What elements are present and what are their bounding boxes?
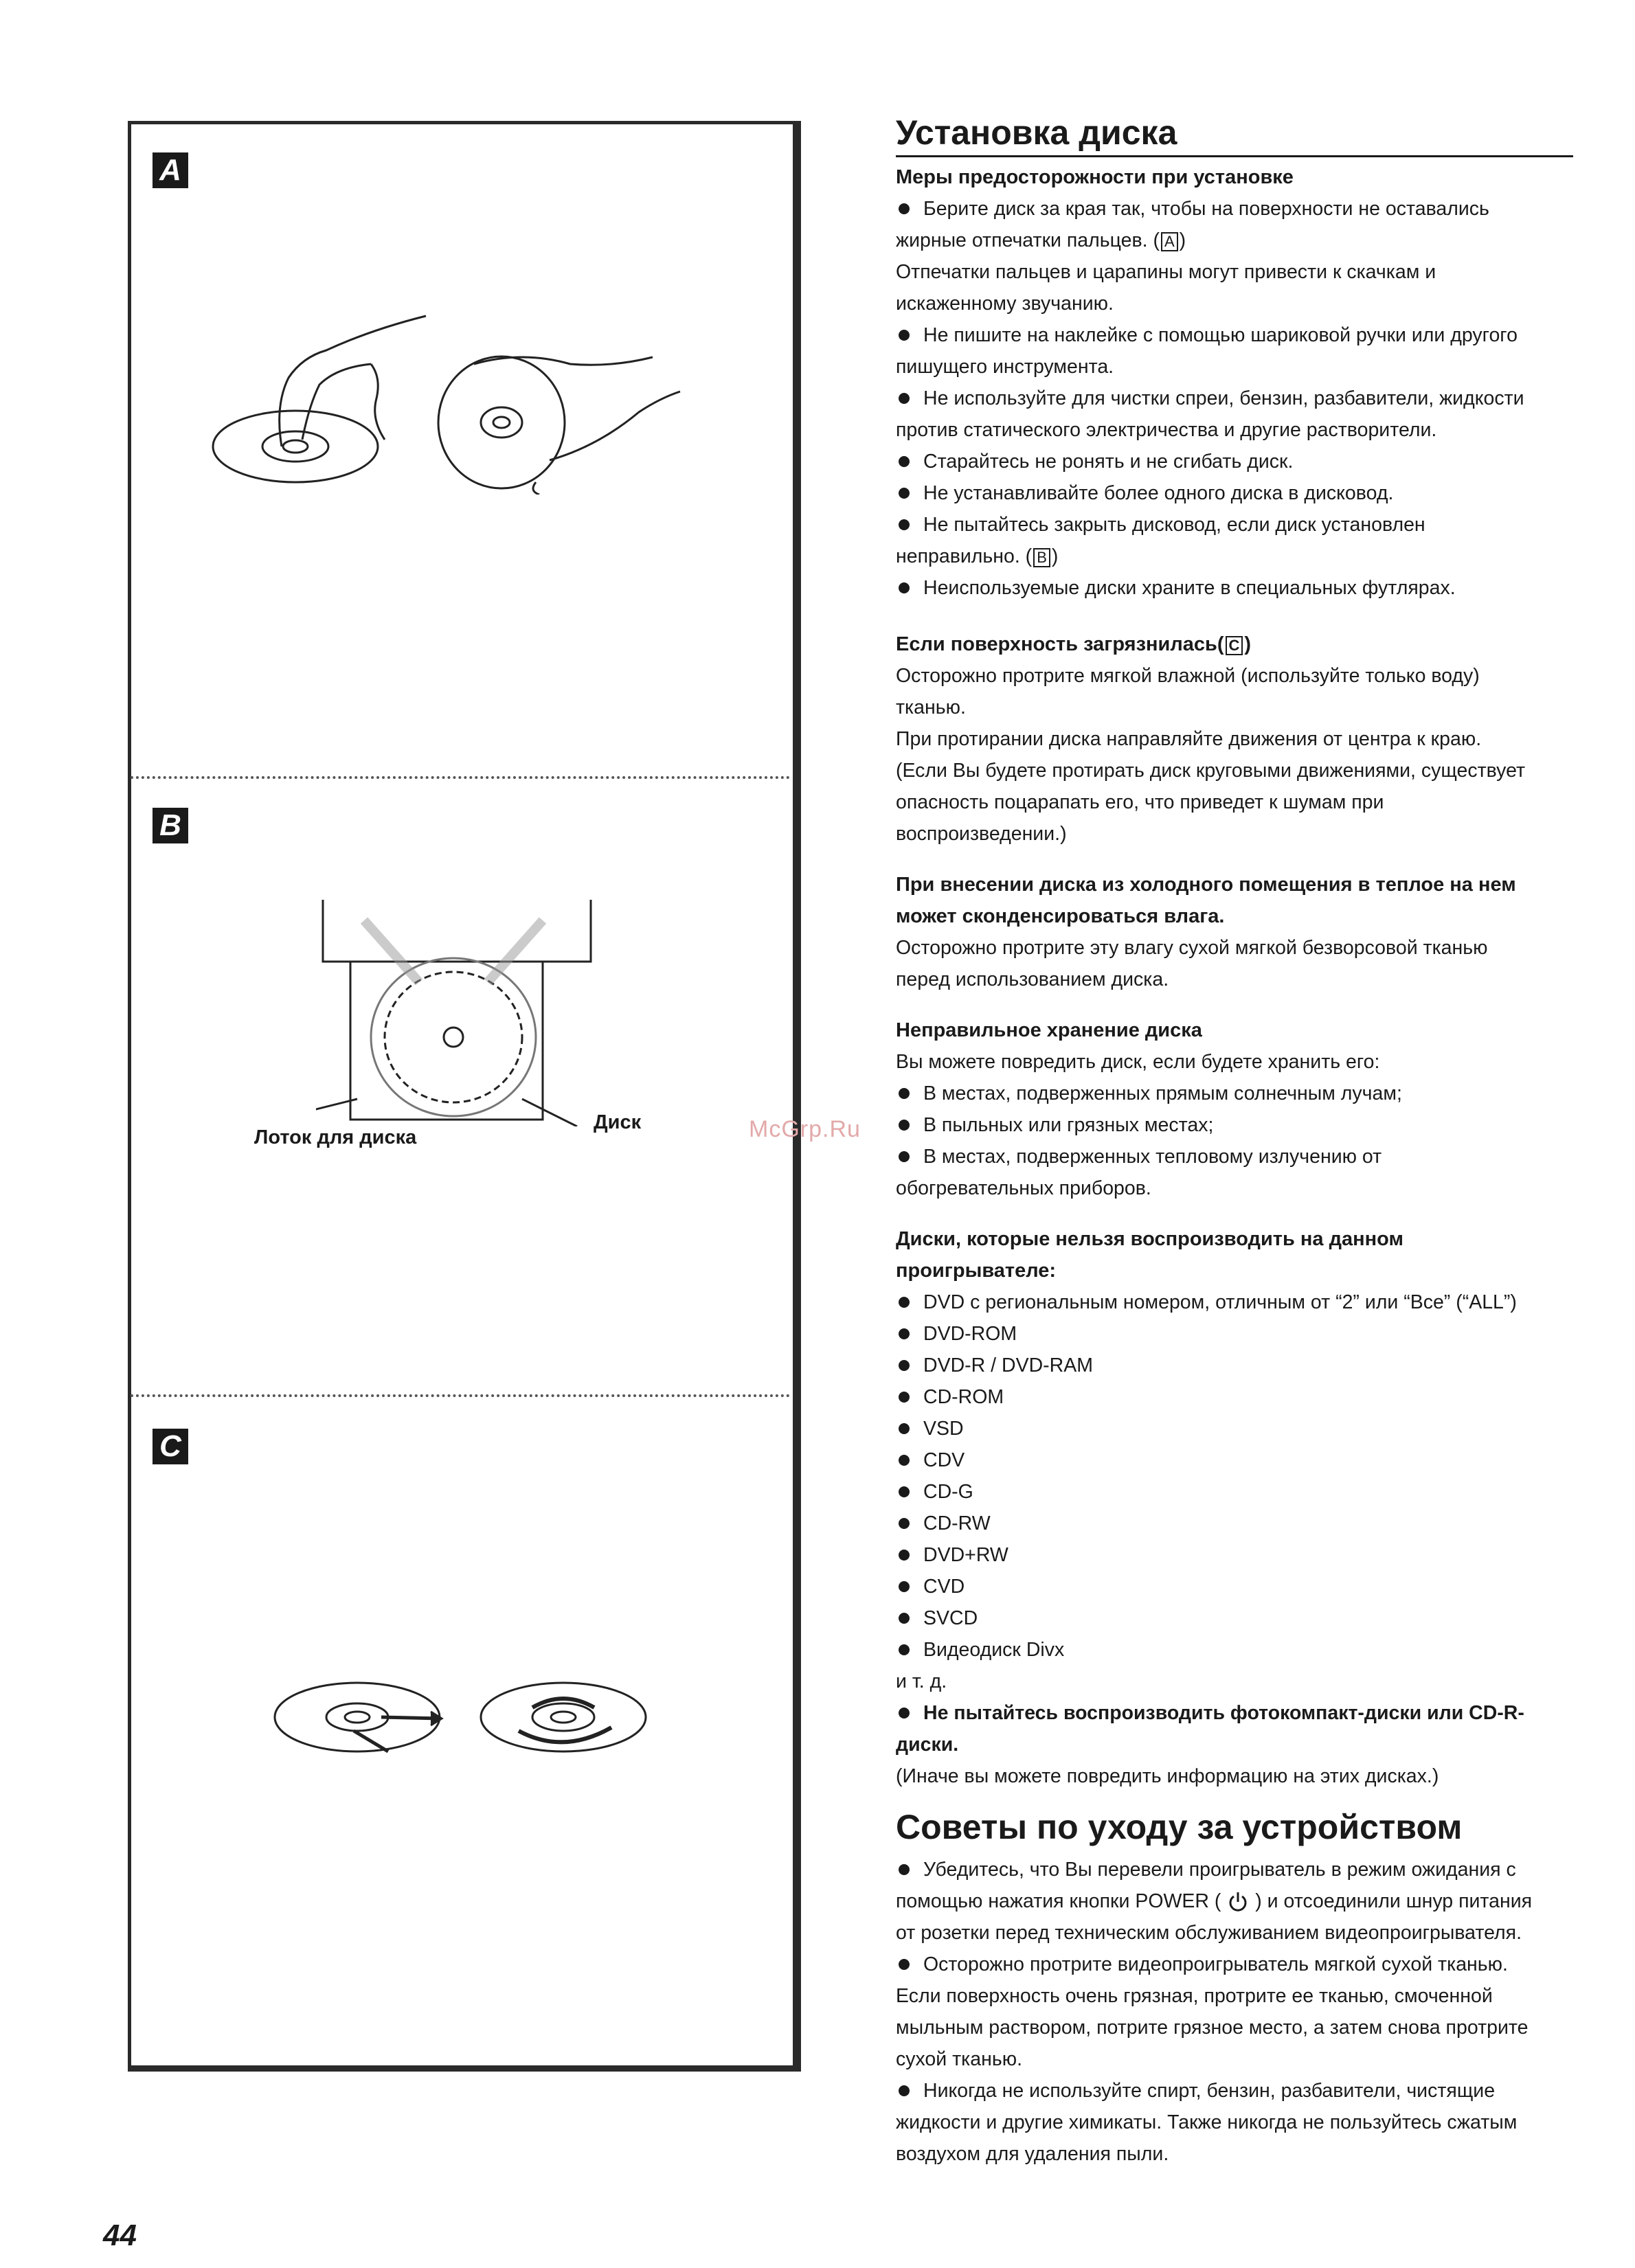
list-item: Никогда не используйте спирт, бензин, разбавители, чистящие	[896, 2075, 1583, 2107]
disc-tray-illustration	[316, 893, 605, 1126]
list-item: CVD	[896, 1571, 1583, 1602]
care-title: Советы по уходу за устройством	[896, 1808, 1463, 1846]
power-icon	[1226, 1890, 1250, 1914]
paragraph: опасность поцарапать его, что приведет к шумам при	[896, 791, 1384, 813]
paragraph: неправильно. ( B )	[896, 545, 1059, 567]
list-item: Видеодиск Divx	[896, 1634, 1583, 1666]
list-item: Не используйте для чистки спреи, бензин, разбавители, жидкости	[896, 383, 1583, 414]
paragraph: жирные отпечатки пальцев. ( A )	[896, 229, 1186, 251]
list-item: VSD	[896, 1413, 1583, 1444]
warning-item: Не пытайтесь воспроизводить фотокомпакт-диски или CD-R-	[896, 1697, 1583, 1729]
disc-handling-illustration	[199, 302, 721, 495]
paragraph: мыльным раствором, потрите грязное место, а затем снова протрите	[896, 2017, 1529, 2039]
cold-heading: может сконденсироваться влага.	[896, 905, 1225, 927]
list-item: CD-G	[896, 1476, 1583, 1508]
paragraph: сухой тканью.	[896, 2048, 1022, 2070]
paragraph: тканью.	[896, 696, 966, 718]
paragraph: При протирании диска направляйте движения от центра к краю.	[896, 728, 1482, 750]
unplayable-heading: Диски, которые нельзя воспроизводить на данном	[896, 1228, 1403, 1250]
paragraph: Осторожно протрите эту влагу сухой мягкой безворсовой тканью	[896, 937, 1488, 959]
paragraph: перед использованием диска.	[896, 968, 1169, 990]
disc-label: Диск	[594, 1111, 642, 1133]
list-item: Старайтесь не ронять и не сгибать диск.	[896, 446, 1583, 477]
list-item: Осторожно протрите видеопроигрыватель мягкой сухой тканью.	[896, 1949, 1583, 1980]
paragraph: (Иначе вы можете повредить информацию на этих дисках.)	[896, 1765, 1439, 1787]
page-number: 44	[103, 2219, 137, 2252]
paragraph: против статического электричества и другие растворители.	[896, 419, 1437, 441]
dirty-heading: Если поверхность загрязнилась( C )	[896, 633, 1252, 655]
figure-ref: B	[1033, 548, 1050, 567]
cold-heading: При внесении диска из холодного помещения в теплое на нем	[896, 874, 1516, 896]
figure-ref: A	[1161, 232, 1178, 251]
paragraph: пишущего инструмента.	[896, 356, 1114, 378]
section-divider	[131, 1394, 790, 1397]
paragraph: Вы можете повредить диск, если будете хранить его:	[896, 1051, 1380, 1073]
list-item: SVCD	[896, 1602, 1583, 1634]
list-item: CDV	[896, 1444, 1583, 1476]
unplayable-list	[896, 1286, 1583, 1666]
figure-ref: C	[1226, 636, 1243, 655]
paragraph: (Если Вы будете протирать диск круговыми движениями, существует	[896, 760, 1526, 782]
paragraph: жидкости и другие химикаты. Также никогда не пользуйтесь сжатым	[896, 2111, 1518, 2133]
disc-wiping-illustration	[271, 1662, 656, 1772]
paragraph: Осторожно протрите мягкой влажной (используйте только воду)	[896, 665, 1480, 687]
paragraph: от розетки перед техническим обслуживанием видеопроигрывателя.	[896, 1922, 1522, 1944]
list-item: DVD с региональным номером, отличным от “2” или “Все” (“ALL”)	[896, 1286, 1583, 1318]
paragraph: помощью нажатия кнопки POWER ( ) и отсоединили шнур питания	[896, 1885, 1583, 1917]
watermark-text: McGrp.Ru	[749, 1116, 861, 1142]
list-item: Не пытайтесь закрыть дисковод, если диск установлен	[896, 509, 1583, 541]
figure-badge-b: B	[153, 808, 188, 843]
paragraph: и т. д.	[896, 1670, 947, 1692]
list-item: В пыльных или грязных местах;	[896, 1109, 1583, 1141]
paragraph: обогревательных приборов.	[896, 1177, 1151, 1199]
figure-badge-c: C	[153, 1429, 188, 1464]
list-item: DVD+RW	[896, 1539, 1583, 1571]
paragraph: диски.	[896, 1734, 959, 1756]
list-item: Не устанавливайте более одного диска в дисковод.	[896, 477, 1583, 509]
paragraph: искаженному звучанию.	[896, 293, 1114, 315]
list-item: CD-RW	[896, 1508, 1583, 1539]
list-item: Неиспользуемые диски храните в специальных футлярах.	[896, 572, 1583, 604]
list-item: Берите диск за края так, чтобы на поверхности не оставались	[896, 193, 1583, 225]
figure-badge-a: A	[153, 152, 188, 188]
list-item: В местах, подверженных прямым солнечным лучам;	[896, 1078, 1583, 1109]
paragraph: воздухом для удаления пыли.	[896, 2143, 1169, 2165]
install-title: Установка диска	[896, 110, 1573, 157]
section-divider	[131, 776, 790, 779]
text-column	[896, 110, 1583, 2170]
precautions-heading: Меры предосторожности при установке	[896, 166, 1294, 188]
paragraph: Если поверхность очень грязная, протрите ее тканью, смоченной	[896, 1985, 1493, 2007]
list-item: DVD-R / DVD-RAM	[896, 1350, 1583, 1381]
list-item: Убедитесь, что Вы перевели проигрыватель в режим ожидания с	[896, 1854, 1583, 1885]
list-item: Не пишите на наклейке с помощью шариковой ручки или другого	[896, 319, 1583, 351]
paragraph: воспроизведении.)	[896, 823, 1067, 845]
paragraph: Отпечатки пальцев и царапины могут привести к скачкам и	[896, 261, 1436, 283]
list-item: CD-ROM	[896, 1381, 1583, 1413]
list-item: DVD-ROM	[896, 1318, 1583, 1350]
tray-label: Лоток для диска	[254, 1126, 417, 1148]
storage-heading: Неправильное хранение диска	[896, 1019, 1202, 1041]
unplayable-heading: проигрывателе:	[896, 1260, 1057, 1282]
list-item: В местах, подверженных тепловому излучению от	[896, 1141, 1583, 1172]
